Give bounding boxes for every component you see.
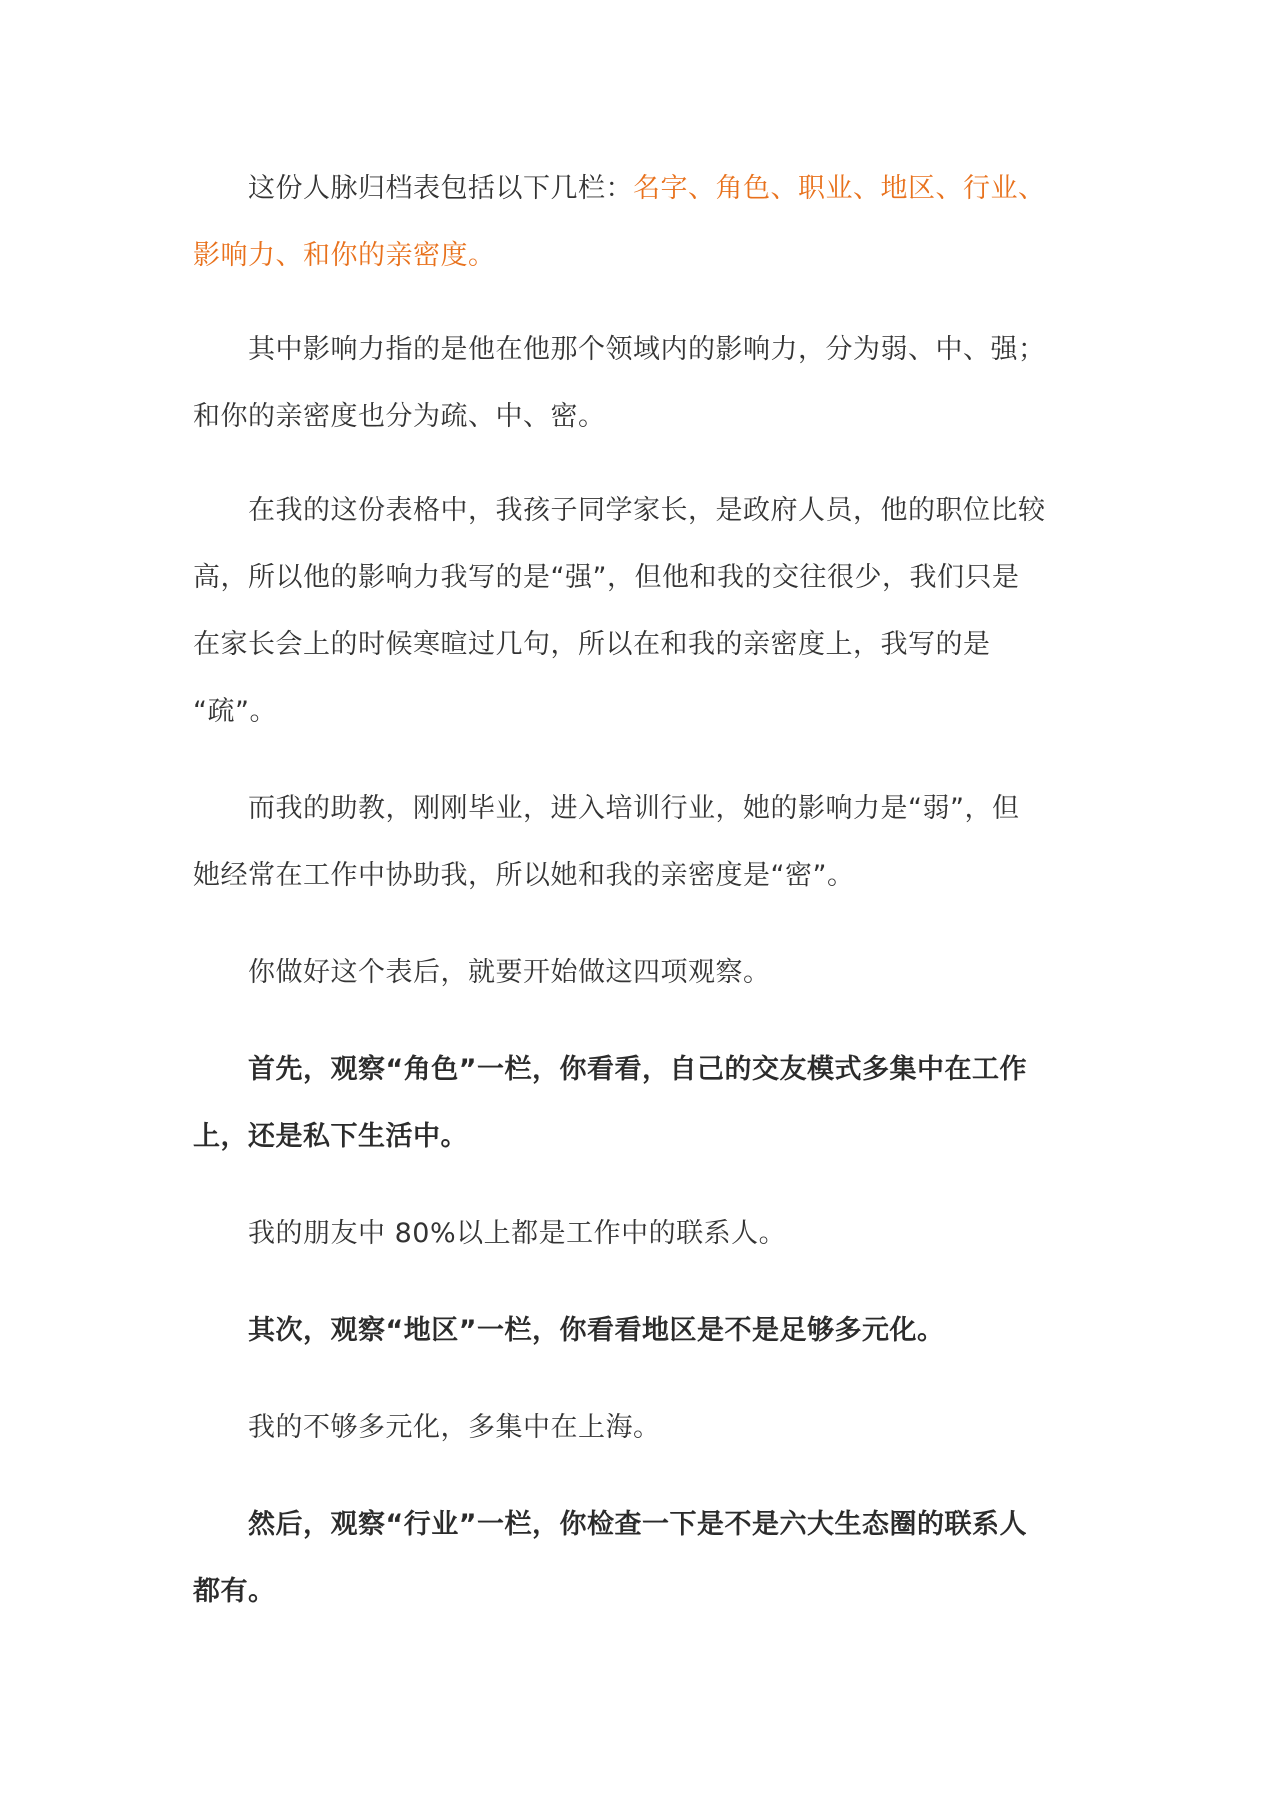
paragraph-archive-columns: [193, 155, 1063, 289]
paragraph-role-result: [193, 1200, 1063, 1267]
paragraph-line: [193, 155, 1063, 222]
paragraph-line: 她经常在工作中协助我，所以她和我的亲密度是“密”。: [193, 860, 855, 891]
paragraph-line: 其次，观察“地区”一栏，你看看地区是不是足够多元化。: [248, 1315, 945, 1346]
paragraph-line: 你做好这个表后，就要开始做这四项观察。: [248, 957, 771, 988]
paragraph-line: 我的朋友中 80%以上都是工作中的联系人。: [248, 1218, 787, 1249]
paragraph-observe-role: [193, 1036, 1063, 1170]
highlight-text: 影响力、和你的亲密度。: [193, 240, 496, 271]
paragraph-line: 而我的助教，刚刚毕业，进入培训行业，她的影响力是“弱”，但: [248, 793, 1020, 824]
paragraph-four-observations: [193, 939, 1063, 1006]
paragraph-observe-industry: [193, 1491, 1063, 1625]
paragraph-line: 上，还是私下生活中。: [193, 1121, 468, 1152]
paragraph-observe-region: [193, 1297, 1063, 1364]
paragraph-line: 在家长会上的时候寒暄过几句，所以在和我的亲密度上，我写的是: [193, 629, 991, 660]
paragraph-line: 其中影响力指的是他在他那个领域内的影响力，分为弱、中、强；: [248, 334, 1046, 365]
paragraph-line: 都有。: [193, 1576, 276, 1607]
paragraph-influence-definition: [193, 316, 1063, 450]
paragraph-line: 和你的亲密度也分为疏、中、密。: [193, 401, 606, 432]
lead-text: 这份人脉归档表包括以下几栏：: [248, 173, 633, 204]
highlight-text: 名字、角色、职业、地区、行业、: [633, 173, 1046, 204]
paragraph-example-assistant: [193, 775, 1063, 909]
paragraph-line: 首先，观察“角色”一栏，你看看，自己的交友模式多集中在工作: [248, 1054, 1027, 1085]
paragraph-line: “疏”。: [193, 696, 277, 727]
paragraph-example-parent: [193, 477, 1063, 745]
paragraph-line: 在我的这份表格中，我孩子同学家长，是政府人员，他的职位比较: [248, 495, 1046, 526]
paragraph-region-result: [193, 1394, 1063, 1461]
paragraph-line: 高，所以他的影响力我写的是“强”，但他和我的交往很少，我们只是: [193, 562, 1020, 593]
paragraph-line: 我的不够多元化，多集中在上海。: [248, 1412, 661, 1443]
paragraph-line: 然后，观察“行业”一栏，你检查一下是不是六大生态圈的联系人: [248, 1509, 1027, 1540]
